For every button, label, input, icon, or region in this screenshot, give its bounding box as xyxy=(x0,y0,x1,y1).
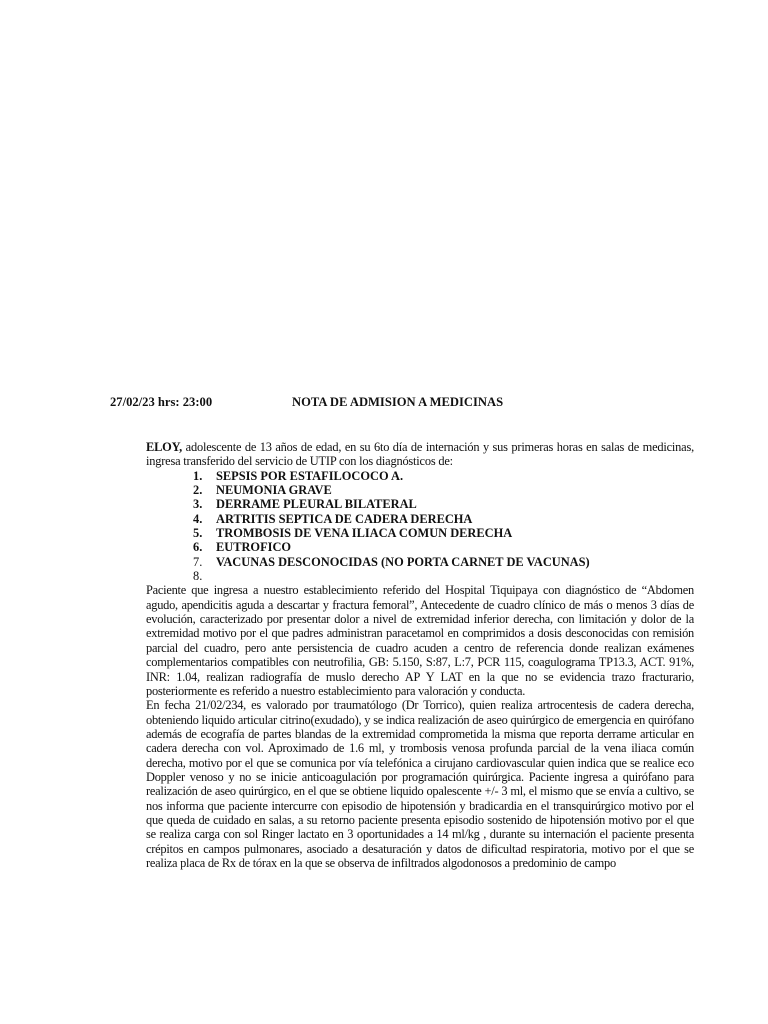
diagnosis-text: SEPSIS POR ESTAFILOCOCO A. xyxy=(216,468,404,483)
diagnosis-text: ARTRITIS SEPTICA DE CADERA DERECHA xyxy=(216,511,473,526)
diagnosis-item xyxy=(146,512,694,526)
intro-paragraph xyxy=(146,440,694,469)
diagnosis-text: DERRAME PLEURAL BILATERAL xyxy=(216,497,417,512)
diagnosis-number: 1. xyxy=(193,468,203,483)
diagnosis-number: 7. xyxy=(193,554,203,569)
evolution-paragraph: En fecha 21/02/234, es valorado por traumatólogo (Dr Torrico), quien realiza artrocentesis de cadera derecha, obteniendo liquido articular citrino(exudado), y se indica realización de aseo quirúrgico de emergencia en quirófano además de ecografía de partes blandas de la extremidad comprometida la misma que reporta derrame articular en cadera derecha con vol. Aproximado de 1.6 ml, y trombosis venosa profunda parcial de la vena iliaca común derecha, motivo por el que se comunica por vía telefónica a cirujano cardiovascular quien indica que se realice eco Doppler venoso y no se inicie anticoagulación por programación quirúrgica. Paciente ingresa a quirófano para realización de aseo quirúrgico, en el que se obtiene liquido opalescente +/- 3 ml, el mismo que se envía a cultivo, se nos informa que paciente intercurre con episodio de hipotensión y bradicardia en el transquirúrgico motivo por el que queda de cuidado en salas, a su retorno paciente presenta episodio sostenido de hipotensión motivo por el que se realiza carga con sol Ringer lactato en 3 oportunidades a 14 ml/kg , durante su internación el paciente presenta crépitos en campos pulmonares, asociado a desaturación y datos de dificultad respiratoria, motivo por el que se realiza placa de Rx de tórax en la que se observa de infiltrados algodonosos a predominio de campo xyxy=(146,698,694,870)
diagnosis-number: 2. xyxy=(193,483,203,498)
diagnosis-item xyxy=(146,569,694,583)
diagnosis-item xyxy=(146,526,694,540)
diagnosis-item xyxy=(146,555,694,569)
note-body xyxy=(146,440,694,870)
diagnosis-number: 4. xyxy=(193,511,203,526)
diagnosis-text: VACUNAS DESCONOCIDAS (NO PORTA CARNET DE VACUNAS) xyxy=(216,554,590,569)
diagnosis-item xyxy=(146,469,694,483)
diagnosis-text: EUTROFICO xyxy=(216,540,292,555)
diagnosis-number: 6. xyxy=(193,540,203,555)
diagnosis-number: 8. xyxy=(193,569,203,584)
note-date-time: 27/02/23 hrs: 23:00 xyxy=(110,395,213,409)
diagnosis-number: 5. xyxy=(193,526,203,541)
diagnosis-number: 3. xyxy=(193,497,203,512)
diagnosis-text: NEUMONIA GRAVE xyxy=(216,483,332,498)
diagnosis-text: TROMBOSIS DE VENA ILIACA COMUN DERECHA xyxy=(216,526,513,541)
diagnosis-list xyxy=(146,469,694,584)
diagnosis-item xyxy=(146,483,694,497)
diagnosis-item xyxy=(146,497,694,511)
patient-name: ELOY, xyxy=(146,440,183,454)
intro-text: adolescente de 13 años de edad, en su 6to día de internación y sus primeras horas en salas de medicinas, ingresa transferido del servicio de UTIP con los diagnósticos de: xyxy=(146,440,694,469)
history-paragraph: Paciente que ingresa a nuestro establecimiento referido del Hospital Tiquipaya con diagnóstico de “Abdomen agudo, apendicitis aguda a descartar y fractura femoral”, Antecedente de cuadro clínico de más o menos 3 días de evolución, caracterizado por presentar dolor a nivel de extremidad inferior derecha, con limitación y dolor de la extremidad motivo por el que padres administran paracetamol en comprimidos a dosis desconocidas con remisión parcial del cuadro, pero ante persistencia de cuadro acuden a centro de referencia donde realizan exámenes complementarios compatibles con neutrofilia, GB: 5.150, S:87, L:7, PCR 115, coagulograma TP13.3, ACT. 91%, INR: 1.04, realizan radiografía de muslo derecho AP Y LAT en la que no se evidencia trazo fracturario, posteriormente es referido a nuestro establecimiento para valoración y conducta. xyxy=(146,583,694,698)
note-title: NOTA DE ADMISION A MEDICINAS xyxy=(292,395,504,409)
diagnosis-item xyxy=(146,540,694,554)
